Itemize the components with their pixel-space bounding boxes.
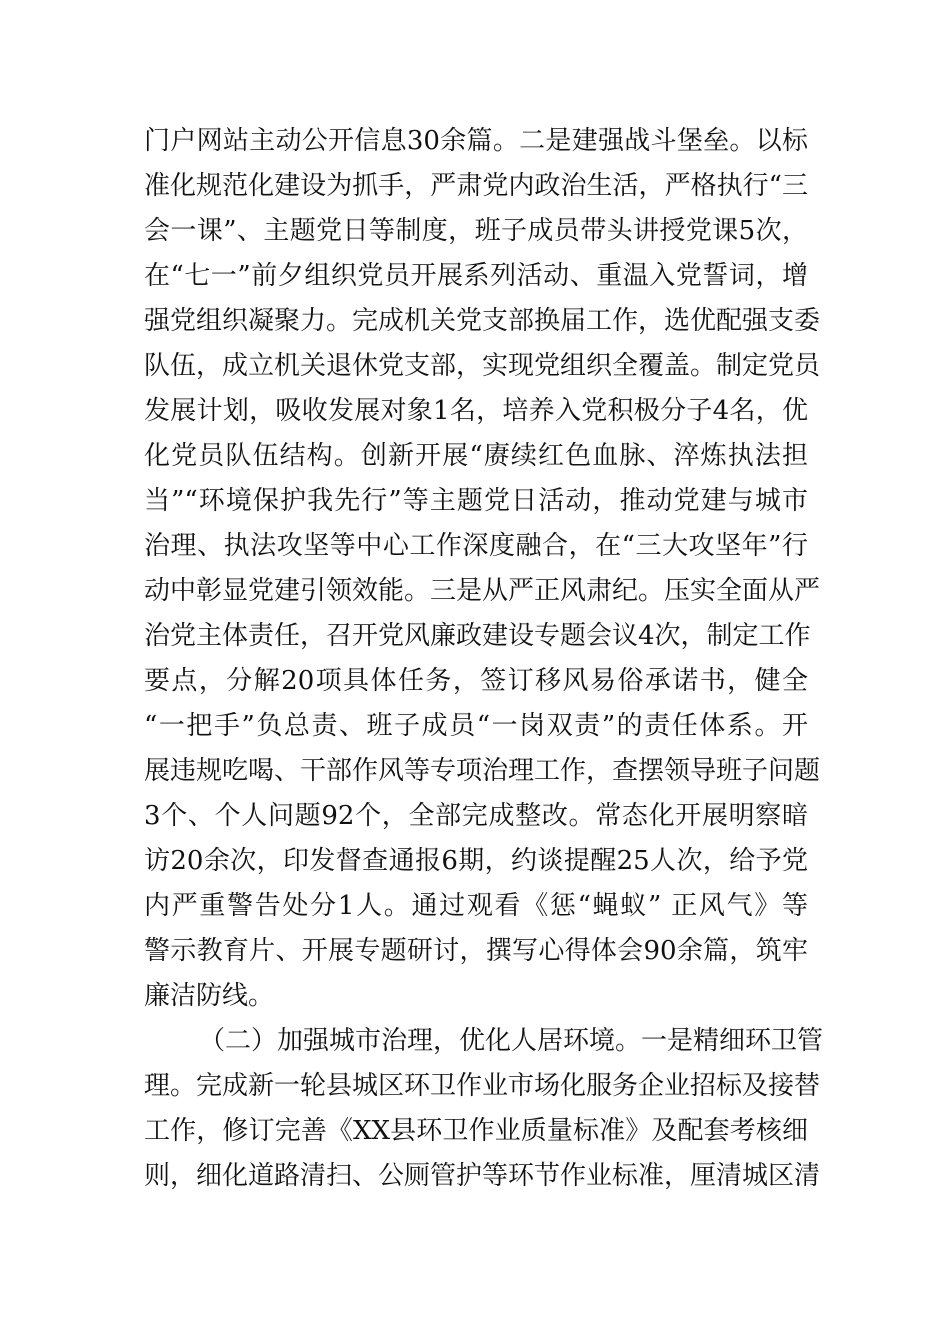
text-line: 当”“环境保护我先行”等主题党日活动，推动党建与城市	[144, 486, 808, 516]
text-line: 廉洁防线。	[144, 981, 275, 1011]
text-line: 准化规范化建设为抓手，严肃党内政治生活，严格执行“三	[144, 171, 808, 201]
text-line: 工作，修订完善《XX县环卫作业质量标准》及配套考核细	[144, 1116, 808, 1146]
text-line: 发展计划，吸收发展对象1名，培养入党积极分子4名，优	[144, 396, 808, 426]
text-line: 内严重警告处分1人。通过观看《惩“蝇蚁” 正风气》等	[144, 891, 808, 921]
text-line: “一把手”负总责、班子成员“一岗双责”的责任体系。开	[144, 711, 808, 741]
text-line: 警示教育片、开展专题研讨，撰写心得体会90余篇，筑牢	[144, 936, 808, 966]
text-line: 动中彰显党建引领效能。三是从严正风肃纪。压实全面从严	[144, 576, 821, 606]
text-line: 治党主体责任，召开党风廉政建设专题会议4次，制定工作	[144, 621, 811, 651]
text-line: 要点，分解20项具体任务，签订移风易俗承诺书，健全	[144, 666, 808, 696]
text-line: 队伍，成立机关退休党支部，实现党组织全覆盖。制定党员	[144, 351, 821, 381]
text-line: 治理、执法攻坚等中心工作深度融合，在“三大攻坚年”行	[144, 531, 808, 561]
text-line: 会一课”、主题党日等制度，班子成员带头讲授党课5次，	[144, 216, 808, 246]
text-line: 在“七一”前夕组织党员开展系列活动、重温入党誓词，增	[144, 261, 808, 291]
text-line: 访20余次，印发督查通报6期，约谈提醒25人次，给予党	[144, 846, 808, 876]
text-line: 化党员队伍结构。创新开展“赓续红色血脉、淬炼执法担	[144, 441, 808, 471]
text-line: 3个、个人问题92个，全部完成整改。常态化开展明察暗	[144, 801, 808, 831]
text-line: 展违规吃喝、干部作风等专项治理工作，查摆领导班子问题	[144, 756, 821, 786]
text-line: 强党组织凝聚力。完成机关党支部换届工作，选优配强支委	[144, 306, 821, 336]
text-line: 门户网站主动公开信息30余篇。二是建强战斗堡垒。以标	[144, 126, 808, 156]
section-heading-line: （二）加强城市治理，优化人居环境。一是精细环卫管	[199, 1026, 824, 1056]
text-line: 则，细化道路清扫、公厕管护等环节作业标准，厘清城区清	[144, 1161, 821, 1191]
text-line: 理。完成新一轮县城区环卫作业市场化服务企业招标及接替	[144, 1071, 821, 1101]
